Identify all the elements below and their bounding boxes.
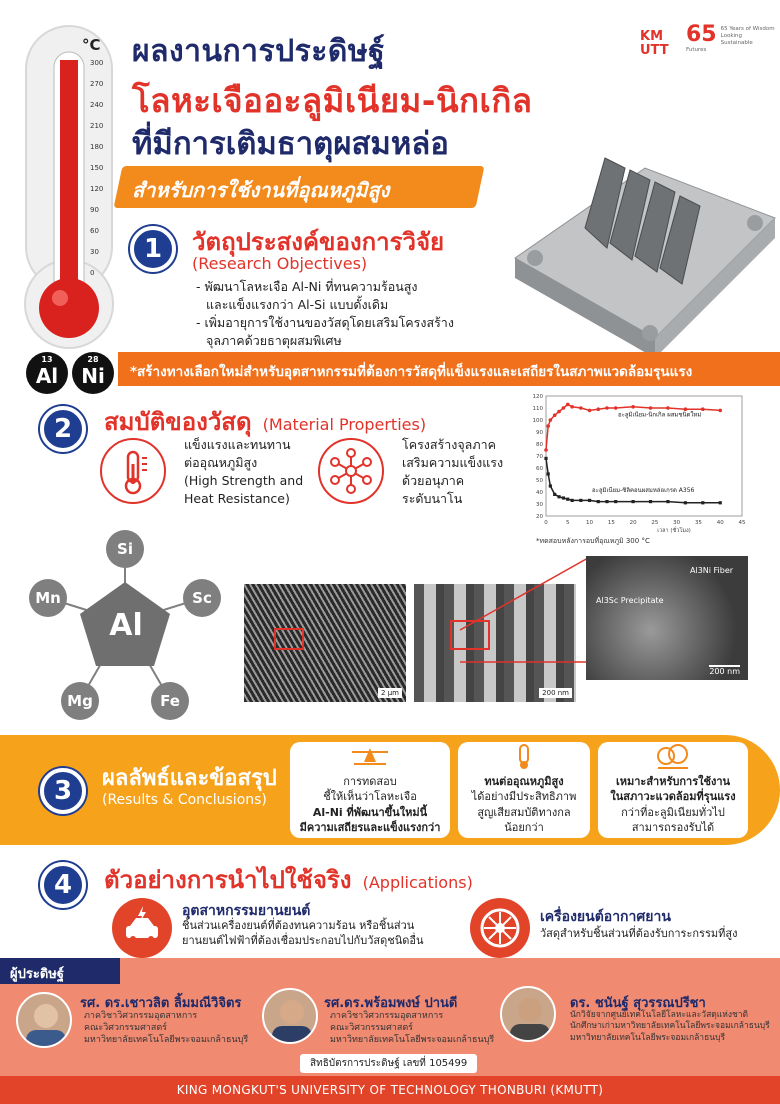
- alloying-elements-diagram: [20, 530, 230, 720]
- title-line-1: ผลงานการประดิษฐ์: [132, 34, 386, 69]
- inventor-3-aff-2: นักศึกษาเก่ามหาวิทยาลัยเทคโนโลยีพระจอมเกล้าธนบุรี: [570, 1021, 770, 1032]
- thermometer: [24, 24, 114, 354]
- chart-point-series-2: [632, 500, 635, 503]
- result-3-line-4: สามารถรองรับได้: [631, 821, 715, 835]
- chart-point-series-1: [701, 407, 705, 411]
- node-mn: Mn: [29, 579, 67, 617]
- jet-engine-icon: [470, 898, 530, 958]
- objective-line-3: - เพิ่มอายุการใช้งานของวัสดุโดยเสริมโครงสร้าง: [196, 315, 454, 331]
- chart-y-tick-label: 60: [536, 466, 543, 472]
- result-3-line-3: กว่าที่อะลูมิเนียมทั่วไป: [621, 805, 725, 819]
- result-3-line-2: ในสภาวะแวดล้อมที่รุนแรง: [610, 790, 736, 804]
- node-sc: Sc: [183, 579, 221, 617]
- anniv-line-3: Sustainable: [720, 40, 753, 47]
- chart-x-tick-label: 40: [716, 520, 724, 526]
- property-2-line-4: ระดับนาโน: [402, 491, 463, 507]
- property-1-line-2: ต่ออุณหภูมิสูง: [184, 455, 258, 471]
- label-al3ni-fiber: Al3Ni Fiber: [690, 566, 734, 575]
- chart-y-tick-label: 30: [536, 502, 543, 508]
- thermometer-small-icon: [458, 742, 590, 770]
- chart-point-series-2: [701, 501, 704, 504]
- chart-point-series-2: [579, 499, 582, 502]
- zoom-connector-lines: [400, 550, 600, 670]
- chart-point-series-2: [553, 493, 556, 496]
- strength-retention-chart: [522, 390, 752, 548]
- inventor-1-affiliation: [84, 1010, 248, 1046]
- inventor-3-aff-1: นักวิจัยจากศูนย์เทคโนโลยีโลหะและวัสดุแห่งชาติ: [570, 1010, 749, 1020]
- chart-point-series-1: [546, 424, 550, 428]
- section-4-subtitle: (Applications): [362, 873, 473, 892]
- result-3-text: [598, 774, 748, 836]
- inventor-3-aff-3: มหาวิทยาลัยเทคโนโลยีพระจอมเกล้าธนบุรี: [570, 1032, 726, 1043]
- inventor-2-affiliation: [330, 1010, 494, 1046]
- anniversary-number: 65: [686, 22, 717, 47]
- result-2-line-2: ได้อย่างมีประสิทธิภาพ: [471, 790, 577, 804]
- chart-point-series-1: [649, 406, 653, 410]
- element-ni-number: 28: [87, 355, 99, 364]
- kmutt-logo: [640, 18, 680, 62]
- anniv-line-4: Futures: [686, 47, 707, 54]
- chart-point-series-1: [718, 409, 722, 413]
- chart-x-axis-label: เวลา (ชั่วโมง): [657, 528, 691, 534]
- property-2-line-1: โครงสร้างจุลภาค: [402, 437, 496, 452]
- chart-point-series-2: [684, 501, 687, 504]
- avatar-inventor-3: [500, 986, 556, 1042]
- app-2-title: เครื่องยนต์อากาศยาน: [540, 909, 671, 925]
- section-3-title: ผลลัพธ์และข้อสรุป: [102, 766, 277, 791]
- result-1-line-1: การทดสอบ: [343, 775, 397, 788]
- chart-x-tick-label: 30: [673, 520, 681, 526]
- micrograph-sem-low: [244, 584, 406, 702]
- node-si: Si: [106, 530, 144, 568]
- avatar-inventor-1: [16, 992, 72, 1048]
- chart-point-series-2: [649, 500, 652, 503]
- app-1-line-2: ยานยนต์ไฟฟ้าที่ต้องเชื่อมประกอบไปกับวัสดุชนิดอื่น: [182, 934, 424, 948]
- property-1-line-3: (High Strength and: [184, 473, 304, 489]
- node-fe: Fe: [151, 682, 189, 720]
- chart-point-series-1: [570, 405, 574, 409]
- node-mg: Mg: [61, 682, 99, 720]
- chart-x-tick-label: 0: [544, 520, 548, 526]
- section-2-subtitle: (Material Properties): [262, 415, 427, 434]
- harsh-weather-icon: [598, 742, 748, 770]
- property-1-text: [184, 436, 324, 509]
- inventor-3-affiliation: [570, 1010, 770, 1044]
- chart-point-series-1: [631, 405, 635, 409]
- avatar-inventor-2: [262, 988, 318, 1044]
- anniv-line-2: Looking: [720, 33, 743, 40]
- thermometer-tick-label: 30: [90, 248, 99, 256]
- result-box-1: [290, 742, 450, 838]
- chart-point-series-2: [588, 499, 591, 502]
- property-2-text: [402, 436, 512, 509]
- chart-legend-series-1: อะลูมิเนียม-นิกเกิล ผสมชนิดใหม่: [618, 411, 702, 419]
- result-1-line-3: Al-Ni ที่พัฒนาขึ้นใหม่นี้: [312, 805, 428, 819]
- result-1-text: [290, 774, 450, 836]
- chart-x-tick-label: 20: [629, 520, 637, 526]
- chart-x-tick-label: 10: [586, 520, 594, 526]
- chart-point-series-1: [557, 410, 561, 414]
- chart-point-series-1: [614, 406, 618, 410]
- inventor-1-name: รศ. ดร.เชาวลิต ลิ้มมณีวิจิตร: [80, 996, 242, 1011]
- chart-point-series-2: [666, 500, 669, 503]
- pentagon-center-al: Al: [109, 608, 143, 643]
- objective-line-4: จุลภาคด้วยธาตุผสมพิเศษ: [206, 333, 342, 349]
- app-1-line-1: ชิ้นส่วนเครื่องยนต์ที่ต้องทนความร้อน หรือชิ้นส่วน: [182, 919, 415, 932]
- result-2-text: [458, 774, 590, 836]
- heat-sink-casting-image: [495, 108, 780, 358]
- section-3-number: 3: [40, 768, 86, 814]
- kmutt-logo-text: KM UTT: [640, 29, 669, 59]
- chart-point-series-2: [614, 500, 617, 503]
- thermometer-tick-label: 180: [90, 143, 104, 151]
- inventors-heading: ผู้ประดิษฐ์: [0, 958, 120, 984]
- chart-point-series-1: [605, 406, 609, 410]
- objectives-list: [196, 278, 496, 351]
- chart-x-tick-label: 45: [738, 520, 746, 526]
- inventor-2-name: รศ.ดร.พร้อมพงษ์ ปานดี: [324, 996, 458, 1011]
- thermometer-tick-label: 60: [90, 227, 99, 235]
- chart-point-series-2: [544, 457, 547, 460]
- objective-line-1: - พัฒนาโลหะเจือ Al-Ni ที่ทนความร้อนสูง: [196, 279, 418, 294]
- title-line-2: โลหะเจืออะลูมิเนียม-นิกเกิล: [132, 81, 533, 120]
- scale-bar-3: 200 nm: [709, 667, 740, 676]
- chart-x-tick-label: 5: [566, 520, 570, 526]
- inventor-2-aff-3: มหาวิทยาลัยเทคโนโลยีพระจอมเกล้าธนบุรี: [330, 1035, 495, 1046]
- chart-y-tick-label: 50: [536, 478, 543, 484]
- objective-line-2: และแข็งแรงกว่า Al-Si แบบดั้งเดิม: [206, 297, 389, 313]
- chart-x-tick-label: 15: [607, 520, 615, 526]
- chart-note: *ทดสอบหลังการอบที่อุณหภูมิ 300 °C: [536, 537, 650, 545]
- section-1-subtitle: (Research Objectives): [192, 254, 368, 273]
- label-al3sc-precipitate: Al3Sc Precipitate: [596, 596, 664, 605]
- chart-point-series-2: [571, 499, 574, 502]
- thermometer-tick-label: 150: [90, 164, 104, 172]
- thermometer-tick-label: 300: [90, 59, 104, 67]
- section-4-heading: [104, 860, 473, 899]
- balance-scale-icon: [290, 742, 450, 770]
- result-2-line-4: น้อยกว่า: [504, 821, 544, 835]
- element-al: [26, 352, 68, 394]
- result-box-3: [598, 742, 748, 838]
- property-1-line-1: แข็งแรงและทนทาน: [184, 437, 291, 452]
- anniv-line-1: 65 Years of Wisdom: [720, 26, 775, 32]
- inventor-3-name: ดร. ชนันฐ์ สุวรรณปรีชา: [570, 996, 706, 1011]
- property-2-line-2: เสริมความแข็งแรง: [402, 455, 504, 471]
- result-2-line-1: ทนต่ออุณหภูมิสูง: [484, 775, 564, 788]
- element-al-symbol: Al: [35, 364, 59, 388]
- thermometer-tick-label: 120: [90, 185, 104, 193]
- result-1-line-4: มีความเสถียรและแข็งแรงกว่า: [299, 821, 441, 835]
- result-2-line-3: สูญเสียสมบัติทางกล: [477, 805, 571, 819]
- result-box-2: [458, 742, 590, 838]
- section-4-title: ตัวอย่างการนำไปใช้จริง: [104, 866, 352, 894]
- chart-point-series-2: [547, 472, 550, 475]
- scale-bar-2: 200 nm: [539, 688, 572, 698]
- chart-x-tick-label: 25: [651, 520, 659, 526]
- chart-point-series-2: [566, 498, 569, 501]
- chart-y-tick-label: 110: [532, 406, 543, 412]
- inventor-2-aff-1: ภาควิชาวิศวกรรมอุตสาหการ: [330, 1011, 444, 1021]
- chart-point-series-2: [549, 484, 552, 487]
- chart-canvas: [522, 390, 752, 535]
- app-1-title: อุตสาหกรรมยานยนต์: [182, 903, 311, 919]
- chart-point-series-1: [596, 407, 600, 411]
- app-1-desc: [182, 918, 423, 949]
- thermometer-tick-label: 240: [90, 101, 104, 109]
- property-1-line-4: Heat Resistance): [184, 491, 290, 507]
- section-1-title: วัตถุประสงค์ของการวิจัย: [192, 228, 445, 256]
- chart-y-tick-label: 80: [536, 442, 543, 448]
- heat-resistance-icon: [100, 438, 166, 504]
- result-3-line-1: เหมาะสำหรับการใช้งาน: [615, 775, 731, 788]
- chart-point-series-2: [719, 501, 722, 504]
- chart-y-tick-label: 20: [536, 514, 543, 520]
- result-1-line-2: ชี้ให้เห็นว่าโลหะเจือ: [323, 790, 417, 804]
- chart-y-tick-label: 40: [536, 490, 543, 496]
- element-ni-symbol: Ni: [81, 364, 105, 388]
- chart-y-tick-label: 90: [536, 430, 543, 436]
- chart-point-series-1: [549, 418, 553, 422]
- chart-y-tick-label: 70: [536, 454, 543, 460]
- chart-legend-series-2: อะลูมิเนียม-ซิลิคอนผสมหล่อเกรด A356: [592, 487, 695, 494]
- chart-point-series-1: [666, 406, 670, 410]
- thermometer-unit: °C: [82, 36, 101, 54]
- chart-y-tick-label: 120: [532, 394, 543, 400]
- chart-point-series-2: [557, 495, 560, 498]
- anniversary-logo: [686, 22, 780, 62]
- title-line-3: ที่มีการเติมธาตุผสมหล่อ: [132, 126, 449, 162]
- chart-point-series-1: [562, 406, 566, 410]
- chart-point-series-1: [579, 406, 583, 410]
- chart-point-series-1: [544, 448, 548, 452]
- chart-point-series-2: [597, 500, 600, 503]
- chart-point-series-1: [588, 409, 592, 413]
- micrograph-tem: [586, 556, 748, 680]
- patent-number-box: สิทธิบัตรการประดิษฐ์ เลขที่ 105499: [300, 1054, 477, 1073]
- subtitle: สำหรับการใช้งานที่อุณหภูมิสูง: [132, 178, 390, 202]
- chart-point-series-1: [553, 413, 557, 417]
- inventor-1-aff-3: มหาวิทยาลัยเทคโนโลยีพระจอมเกล้าธนบุรี: [84, 1035, 249, 1046]
- nanostructure-icon: [318, 438, 384, 504]
- element-ni: [72, 352, 114, 394]
- scale-bar-1: 2 µm: [378, 688, 402, 698]
- chart-point-series-2: [562, 496, 565, 499]
- section-2-number: 2: [40, 406, 86, 452]
- chart-point-series-2: [605, 500, 608, 503]
- thermometer-tick-label: 90: [90, 206, 99, 214]
- section-1-number: 1: [130, 226, 176, 272]
- inventor-2-aff-2: คณะวิศวกรรมศาสตร์: [330, 1023, 414, 1034]
- chart-point-series-1: [566, 403, 570, 407]
- chart-y-tick-label: 100: [532, 418, 543, 424]
- section-2-title: สมบัติของวัสดุ: [104, 408, 252, 436]
- micro-zoom-box-1: [274, 628, 304, 650]
- thermometer-tick-label: 0: [90, 269, 95, 277]
- thermometer-tick-label: 210: [90, 122, 104, 130]
- chart-x-tick-label: 35: [694, 520, 702, 526]
- app-2-desc: วัสดุสำหรับชิ้นส่วนที่ต้องรับการะกรรมที่สูง: [540, 927, 738, 940]
- section-4-number: 4: [40, 862, 86, 908]
- element-al-number: 13: [41, 355, 53, 364]
- university-footer: KING MONGKUT'S UNIVERSITY OF TECHNOLOGY THONBURI (KMUTT): [0, 1076, 780, 1104]
- property-2-line-3: ด้วยอนุภาค: [402, 473, 465, 489]
- ev-car-icon: [112, 898, 172, 958]
- inventor-1-aff-2: คณะวิศวกรรมศาสตร์: [84, 1023, 168, 1034]
- key-message-text: *สร้างทางเลือกใหม่สำหรับอุตสาหกรรมที่ต้องการวัสดุที่แข็งแรงและเสถียรในสภาพแวดล้อมรุนแรง: [130, 364, 693, 380]
- inventor-1-aff-1: ภาควิชาวิศวกรรมอุตสาหการ: [84, 1011, 198, 1021]
- thermometer-tick-label: 270: [90, 80, 104, 88]
- section-3-subtitle: (Results & Conclusions): [102, 792, 267, 808]
